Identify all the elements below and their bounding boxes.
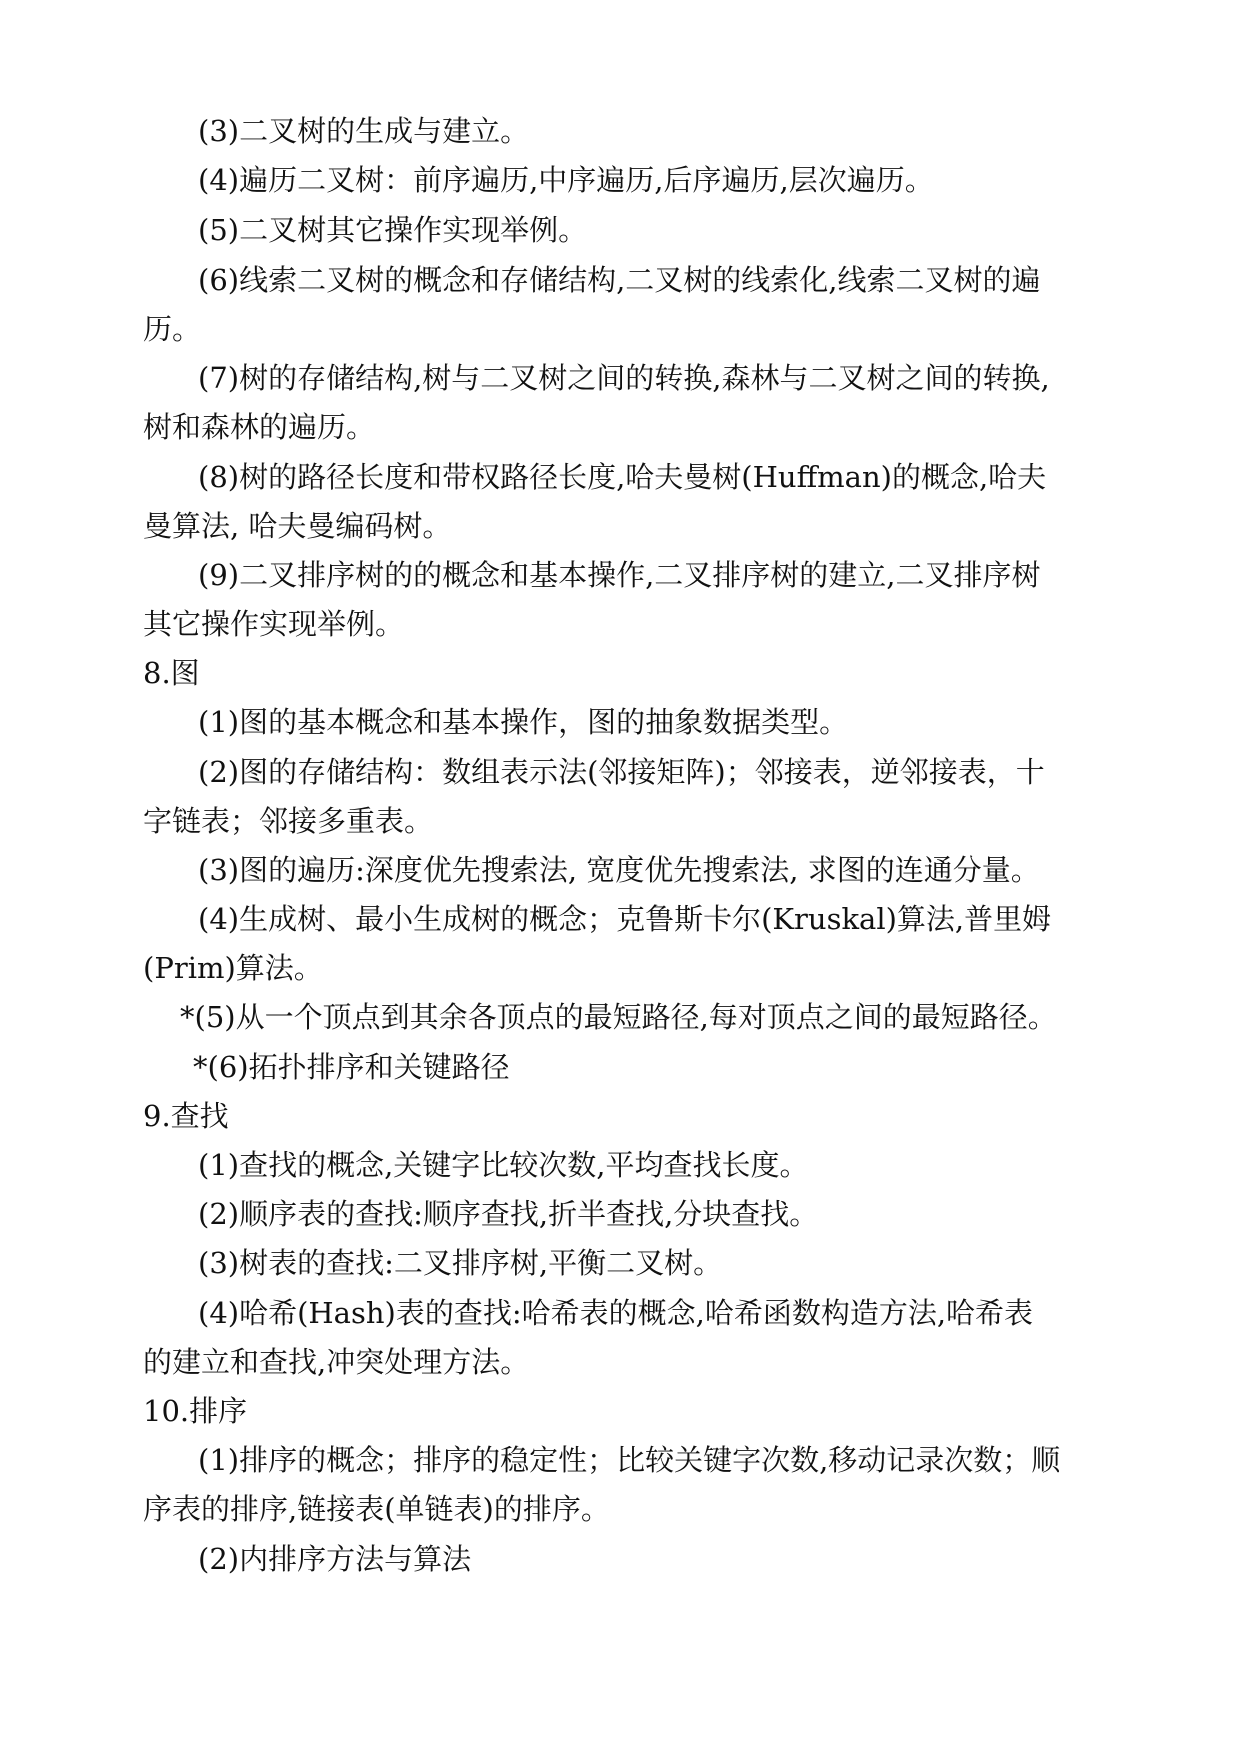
text-line: (4)遍历二叉树：前序遍历,中序遍历,后序遍历,层次遍历。: [198, 163, 934, 197]
text-line: 序表的排序,链接表(单链表)的排序。: [143, 1492, 610, 1526]
text-line: (4)哈希(Hash)表的查找:哈希表的概念,哈希函数构造方法,哈希表: [198, 1296, 1034, 1330]
text-line: 历。: [143, 312, 202, 346]
text-line: (1)排序的概念；排序的稳定性；比较关键字次数,移动记录次数；顺: [198, 1443, 1061, 1477]
text-line: *(5)从一个顶点到其余各顶点的最短路径,每对顶点之间的最短路径。: [180, 1000, 1057, 1034]
text-line: 其它操作实现举例。: [143, 607, 405, 641]
text-line: (3)树表的查找:二叉排序树,平衡二叉树。: [198, 1246, 723, 1280]
text-line: (4)生成树、最小生成树的概念；克鲁斯卡尔(Kruskal)算法,普里姆: [198, 902, 1052, 936]
section-heading: 8.图: [143, 656, 200, 690]
text-line: (2)图的存储结构：数组表示法(邻接矩阵)；邻接表，逆邻接表，十: [198, 755, 1045, 789]
text-line: (Prim)算法。: [143, 951, 323, 985]
text-line: 字链表；邻接多重表。: [143, 804, 434, 838]
text-line: (5)二叉树其它操作实现举例。: [198, 213, 588, 247]
text-line: (2)内排序方法与算法: [198, 1542, 472, 1576]
text-line: (6)线索二叉树的概念和存储结构,二叉树的线索化,线索二叉树的遍: [198, 263, 1041, 297]
text-line: (2)顺序表的查找:顺序查找,折半查找,分块查找。: [198, 1197, 819, 1231]
section-heading: 9.查找: [143, 1099, 229, 1133]
text-line: (3)图的遍历:深度优先搜索法, 宽度优先搜索法, 求图的连通分量。: [198, 853, 1040, 887]
text-line: *(6)拓扑排序和关键路径: [193, 1050, 510, 1084]
text-line: (3)二叉树的生成与建立。: [198, 114, 530, 148]
text-line: 的建立和查找,冲突处理方法。: [143, 1345, 530, 1379]
section-heading: 10.排序: [143, 1394, 248, 1428]
text-line: (1)图的基本概念和基本操作，图的抽象数据类型。: [198, 705, 849, 739]
text-line: (8)树的路径长度和带权路径长度,哈夫曼树(Huffman)的概念,哈夫: [198, 460, 1047, 494]
text-line: (1)查找的概念,关键字比较次数,平均查找长度。: [198, 1148, 809, 1182]
text-line: 树和森林的遍历。: [143, 410, 376, 444]
text-line: (9)二叉排序树的的概念和基本操作,二叉排序树的建立,二叉排序树: [198, 558, 1041, 592]
text-line: (7)树的存储结构,树与二叉树之间的转换,森林与二叉树之间的转换,: [198, 361, 1050, 395]
text-line: 曼算法, 哈夫曼编码树。: [143, 509, 452, 543]
